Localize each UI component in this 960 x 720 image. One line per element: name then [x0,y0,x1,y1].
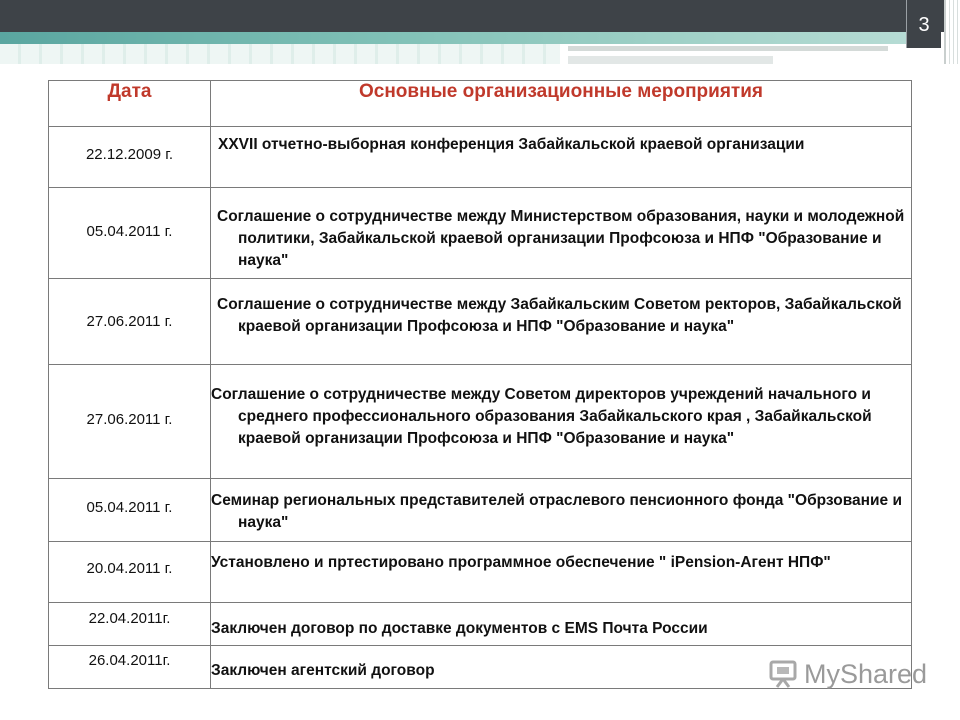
event-text: Установлено и пртестировано программное обеспечение " iPension-Агент НПФ" [211,554,831,571]
table-row [49,542,912,603]
event-description [211,127,912,188]
slide-divider-line [568,46,888,51]
watermark [768,656,927,692]
slide-header-band [0,0,960,32]
table-row [49,603,912,646]
event-date: 20.04.2011 г. [49,542,211,603]
event-description [211,365,912,479]
event-text: Соглашение о сотрудничестве между Советом директоров учреждений начального и среднего профессионального образования Забайкальского края , Забайкальской краевой организации Профсоюза и НПФ "Образование и наука" [211,386,872,447]
event-text: Заключен агентский договор [211,662,435,679]
event-date: 27.06.2011 г. [49,365,211,479]
watermark-text: MyShared [804,658,928,689]
event-date: 22.04.2011г. [49,603,211,646]
table-row [49,188,912,279]
event-text: Соглашение о сотрудничестве между Министерством образования, науки и молодежной политики, Забайкальской краевой организации Профсоюза и НПФ "Образование и наука" [217,208,905,269]
event-description [211,479,912,542]
slide-edge-decoration [944,0,960,64]
events-column-header: Основные организационные мероприятия [211,81,912,127]
event-date: 27.06.2011 г. [49,279,211,365]
event-description [211,188,912,279]
events-table [48,80,912,689]
event-description [211,542,912,603]
event-text: Заключен договор по доставке документов с EMS Почта России [211,620,708,637]
event-date: 05.04.2011 г. [49,479,211,542]
event-text: Соглашение о сотрудничестве между Забайкальским Советом ректоров, Забайкальской краевой организации Профсоюза и НПФ "Образование и наука" [217,296,902,335]
event-text: XXVII отчетно-выборная конференция Забайкальской краевой организации [218,136,805,153]
table-row [49,127,912,188]
slide-divider-line [568,56,773,64]
table-row [49,479,912,542]
event-text: Семинар региональных представителей отраслевого пенсионного фонда "Обрзование и наука" [211,492,902,531]
slide-accent-stripe [0,44,560,64]
event-date: 22.12.2009 г. [49,127,211,188]
presentation-board-icon [768,660,798,688]
event-description [211,279,912,365]
event-date: 26.04.2011г. [49,646,211,689]
table-row [49,279,912,365]
slide-accent-band [0,32,940,44]
event-date: 05.04.2011 г. [49,188,211,279]
event-description [211,603,912,646]
table-header-row [49,81,912,127]
table-row [49,365,912,479]
date-column-header: Дата [49,81,211,127]
page-number: 3 [906,0,941,48]
